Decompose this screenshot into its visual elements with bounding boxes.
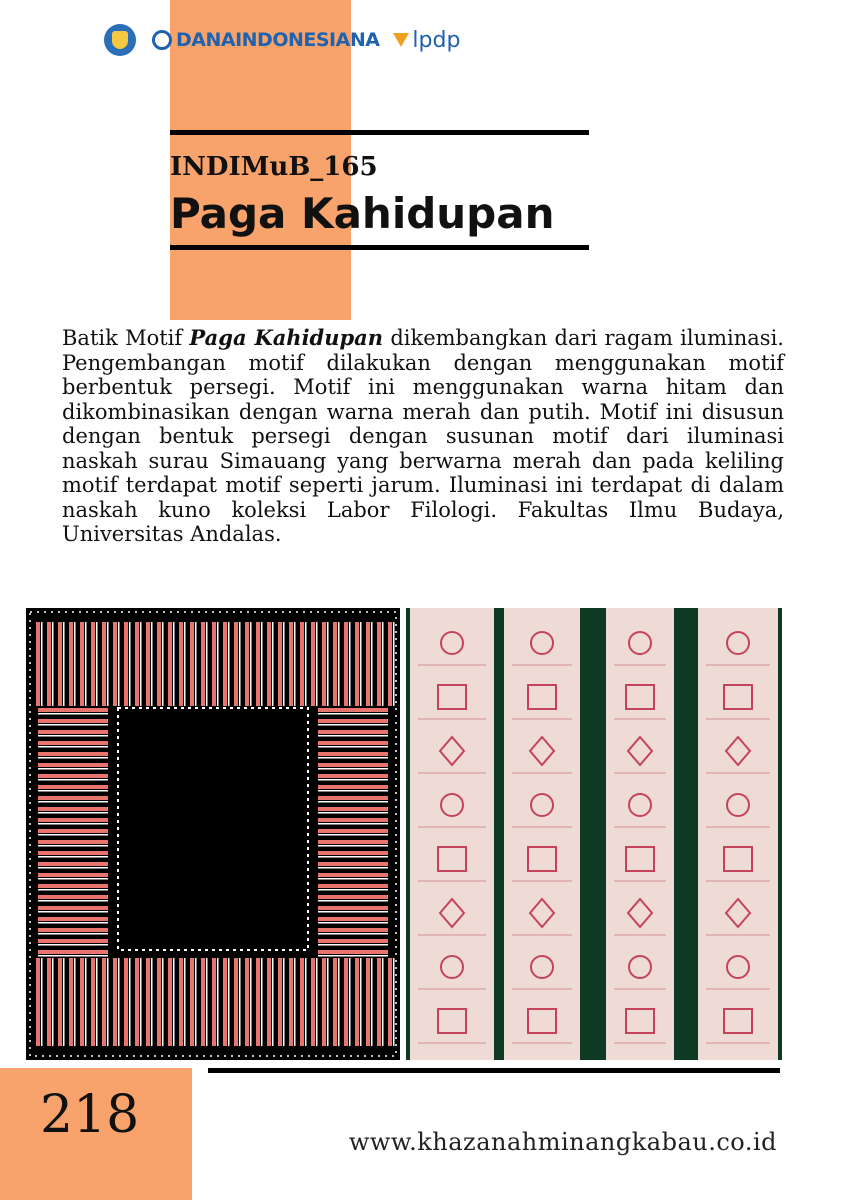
sponsor-logos [104,24,460,56]
batik-motif-graphic [26,608,400,1060]
page-number: 218 [40,1085,140,1145]
lpdp-logo [393,28,460,53]
motif-description [62,326,784,547]
lpdp-flame-icon [393,33,409,47]
dana-indonesiana-mark-icon [152,30,172,50]
description-body: dikembangkan dari ragam iluminasi. Pengembangan motif dilakukan dengan menggunakan motif berbentuk persegi. Motif ini menggunakan warna hitam dan dikombinasikan dengan warna merah dan putih. Motif ini disusun dengan bentuk persegi dengan susunan motif dari iluminasi naskah surau Simauang yang berwarna merah dan pada keliling motif terdapat motif seperti jarum. Iluminasi ini terdapat di dalam naskah kuno koleksi Labor Filologi. Fakultas Ilmu Budaya, Universitas Andalas. [62,326,784,546]
heading-top-rule [170,130,589,135]
manuscript-illumination-photo [406,608,782,1060]
manuscript-photo-graphic [406,608,782,1060]
page-title: Paga Kahidupan [170,189,555,238]
kemdikbud-logo-icon [104,24,136,56]
website-url: www.khazanahminangkabau.co.id [348,1128,777,1156]
lpdp-logo-text: lpdp [412,27,461,53]
description-lead: Batik Motif [62,326,190,350]
batik-motif-image [26,608,400,1060]
dana-indonesiana-logo [152,29,379,51]
description-motif-name: Paga Kahidupan [189,325,384,350]
dana-indonesiana-logo-text: DANAINDONESIANA [176,29,380,51]
heading-bottom-rule [170,245,589,250]
footer-rule [208,1068,780,1073]
motif-code: INDIMuB_165 [170,152,378,182]
